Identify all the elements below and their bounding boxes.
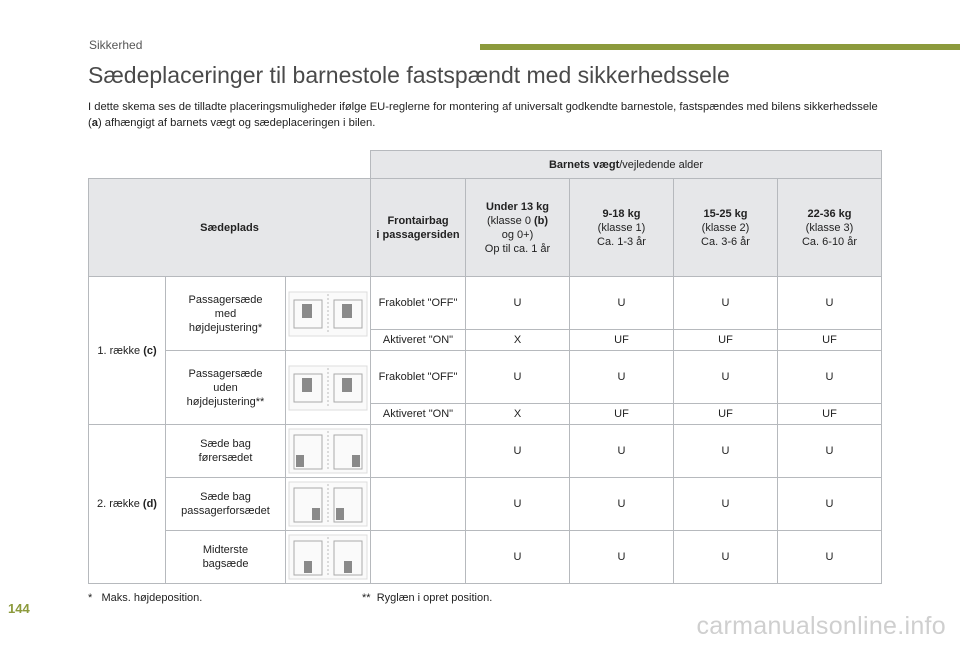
header-airbag bbox=[371, 179, 466, 277]
value-a-on-2: UF bbox=[674, 330, 778, 351]
seat-diagram-b-icon bbox=[288, 364, 368, 412]
seat-a-line3: højdejustering* bbox=[188, 321, 263, 334]
seat-diagram-a bbox=[286, 277, 371, 351]
class-0-age: Op til ca. 1 år bbox=[484, 242, 551, 255]
footnote-1 bbox=[88, 592, 202, 604]
class-1-weight: 9-18 kg bbox=[602, 207, 641, 220]
value-e-1: U bbox=[570, 531, 674, 584]
footnote-2-mark: ** bbox=[362, 592, 371, 604]
value-d-2: U bbox=[674, 478, 778, 531]
row-label-second bbox=[89, 425, 166, 584]
weight-group-rest: /vejledende alder bbox=[619, 158, 704, 171]
footnote-1-text: Maks. højdeposition. bbox=[101, 592, 203, 604]
value-c-1: U bbox=[570, 425, 674, 478]
row2-code: (d) bbox=[142, 498, 157, 510]
page-number: 144 bbox=[8, 601, 30, 616]
row-label-first bbox=[89, 277, 166, 425]
value-b-on-0: X bbox=[466, 404, 570, 425]
airbag-empty-d bbox=[371, 478, 466, 531]
value-c-0: U bbox=[466, 425, 570, 478]
value-b-on-3: UF bbox=[778, 404, 882, 425]
footnote-2 bbox=[362, 592, 492, 604]
seat-e-line2: bagsæde bbox=[202, 558, 249, 570]
header-class-1 bbox=[570, 179, 674, 277]
section-accent-bar bbox=[480, 44, 960, 50]
table-row bbox=[89, 425, 882, 478]
seat-b-line3: højdejustering** bbox=[186, 395, 265, 408]
value-d-3: U bbox=[778, 478, 882, 531]
header-seat bbox=[89, 179, 371, 277]
value-e-0: U bbox=[466, 531, 570, 584]
seat-a-line1: Passagersæde bbox=[188, 293, 263, 306]
class-2-klasse: (klasse 2) bbox=[701, 221, 750, 234]
seat-d-line2: passagerforsædet bbox=[181, 505, 270, 517]
watermark: carmanualsonline.info bbox=[696, 612, 946, 640]
header-airbag-line1: Frontairbag bbox=[387, 214, 449, 227]
header-airbag-line2: i passagersiden bbox=[376, 228, 460, 241]
seat-c-line2: førersædet bbox=[198, 452, 253, 464]
table-row bbox=[89, 277, 882, 330]
value-e-3: U bbox=[778, 531, 882, 584]
row1-code: (c) bbox=[143, 344, 157, 357]
value-e-2: U bbox=[674, 531, 778, 584]
seat-e-line1: Midterste bbox=[202, 544, 249, 556]
seat-diagram-b bbox=[286, 351, 371, 425]
airbag-on-a: Aktiveret "ON" bbox=[371, 330, 466, 351]
value-a-off-0: U bbox=[466, 277, 570, 330]
class-3-klasse: (klasse 3) bbox=[805, 221, 854, 234]
airbag-off-a: Frakoblet "OFF" bbox=[371, 277, 466, 330]
value-b-off-0: U bbox=[466, 351, 570, 404]
value-a-on-1: UF bbox=[570, 330, 674, 351]
seat-label-c bbox=[166, 425, 286, 478]
seat-diagram-e bbox=[286, 531, 371, 584]
seat-b-line1: Passagersæde bbox=[188, 367, 263, 380]
seat-table bbox=[88, 150, 882, 584]
page-title: Sædeplaceringer til barnestole fastspændt med sikkerhedssele bbox=[88, 62, 730, 88]
value-d-0: U bbox=[466, 478, 570, 531]
intro-text-1: I dette skema ses de tilladte placeringsmuligheder ifølge EU-reglerne for montering af universalt godkendte barnestole, fastspændes med bilens sikkerhedssele ( bbox=[88, 101, 878, 129]
header-class-3 bbox=[778, 179, 882, 277]
seat-diagram-a-icon bbox=[288, 290, 368, 338]
value-b-on-2: UF bbox=[674, 404, 778, 425]
seat-diagram-c bbox=[286, 425, 371, 478]
seat-diagram-d bbox=[286, 478, 371, 531]
table-row bbox=[89, 478, 882, 531]
airbag-empty-e bbox=[371, 531, 466, 584]
value-a-off-3: U bbox=[778, 277, 882, 330]
seat-diagram-e-icon bbox=[288, 533, 368, 581]
seat-label-e bbox=[166, 531, 286, 584]
table-row bbox=[89, 531, 882, 584]
value-c-2: U bbox=[674, 425, 778, 478]
value-a-on-0: X bbox=[466, 330, 570, 351]
value-a-off-1: U bbox=[570, 277, 674, 330]
weight-group-bold: Barnets vægt bbox=[548, 158, 620, 171]
footnote-1-mark: * bbox=[88, 592, 93, 604]
table-row bbox=[89, 351, 882, 404]
class-1-age: Ca. 1-3 år bbox=[597, 235, 646, 248]
airbag-on-b: Aktiveret "ON" bbox=[371, 404, 466, 425]
intro-text-2: ) afhængigt af barnets vægt og sædeplaceringen i bilen. bbox=[97, 117, 376, 129]
seat-b-line2: uden bbox=[213, 381, 238, 394]
seat-c-line1: Sæde bag bbox=[200, 438, 251, 450]
value-a-off-2: U bbox=[674, 277, 778, 330]
class-1-klasse: (klasse 1) bbox=[597, 221, 646, 234]
value-b-off-2: U bbox=[674, 351, 778, 404]
value-b-on-1: UF bbox=[570, 404, 674, 425]
header-seat-label: Sædeplads bbox=[200, 221, 259, 234]
class-2-age: Ca. 3-6 år bbox=[701, 235, 750, 248]
weight-group-header bbox=[371, 151, 882, 179]
value-d-1: U bbox=[570, 478, 674, 531]
class-2-weight: 15-25 kg bbox=[703, 207, 748, 220]
header-class-0 bbox=[466, 179, 570, 277]
class-0-weight: Under 13 kg bbox=[486, 200, 549, 213]
value-b-off-1: U bbox=[570, 351, 674, 404]
intro-bold-a: a bbox=[91, 117, 98, 129]
class-0-klasse-bold: (b) bbox=[534, 214, 549, 227]
class-0-klasse-pre: (klasse 0 bbox=[486, 214, 535, 227]
seat-label-d bbox=[166, 478, 286, 531]
airbag-empty-c bbox=[371, 425, 466, 478]
value-b-off-3: U bbox=[778, 351, 882, 404]
seat-label-b bbox=[166, 351, 286, 425]
class-0-extra: og 0+) bbox=[501, 228, 534, 241]
class-3-age: Ca. 6-10 år bbox=[801, 235, 858, 248]
row1-label: 1. række bbox=[97, 344, 144, 357]
header-class-2 bbox=[674, 179, 778, 277]
value-c-3: U bbox=[778, 425, 882, 478]
seat-a-line2: med bbox=[214, 307, 237, 320]
value-a-on-3: UF bbox=[778, 330, 882, 351]
intro-paragraph bbox=[88, 99, 878, 131]
seat-diagram-c-icon bbox=[288, 427, 368, 475]
footnote-2-text: Ryglæn i opret position. bbox=[376, 592, 493, 604]
seat-diagram-d-icon bbox=[288, 480, 368, 528]
class-3-weight: 22-36 kg bbox=[807, 207, 852, 220]
airbag-off-b: Frakoblet "OFF" bbox=[371, 351, 466, 404]
row2-label: 2. række bbox=[97, 498, 143, 510]
section-label: Sikkerhed bbox=[89, 38, 143, 52]
seat-label-a bbox=[166, 277, 286, 351]
seat-d-line1: Sæde bag bbox=[200, 491, 251, 503]
